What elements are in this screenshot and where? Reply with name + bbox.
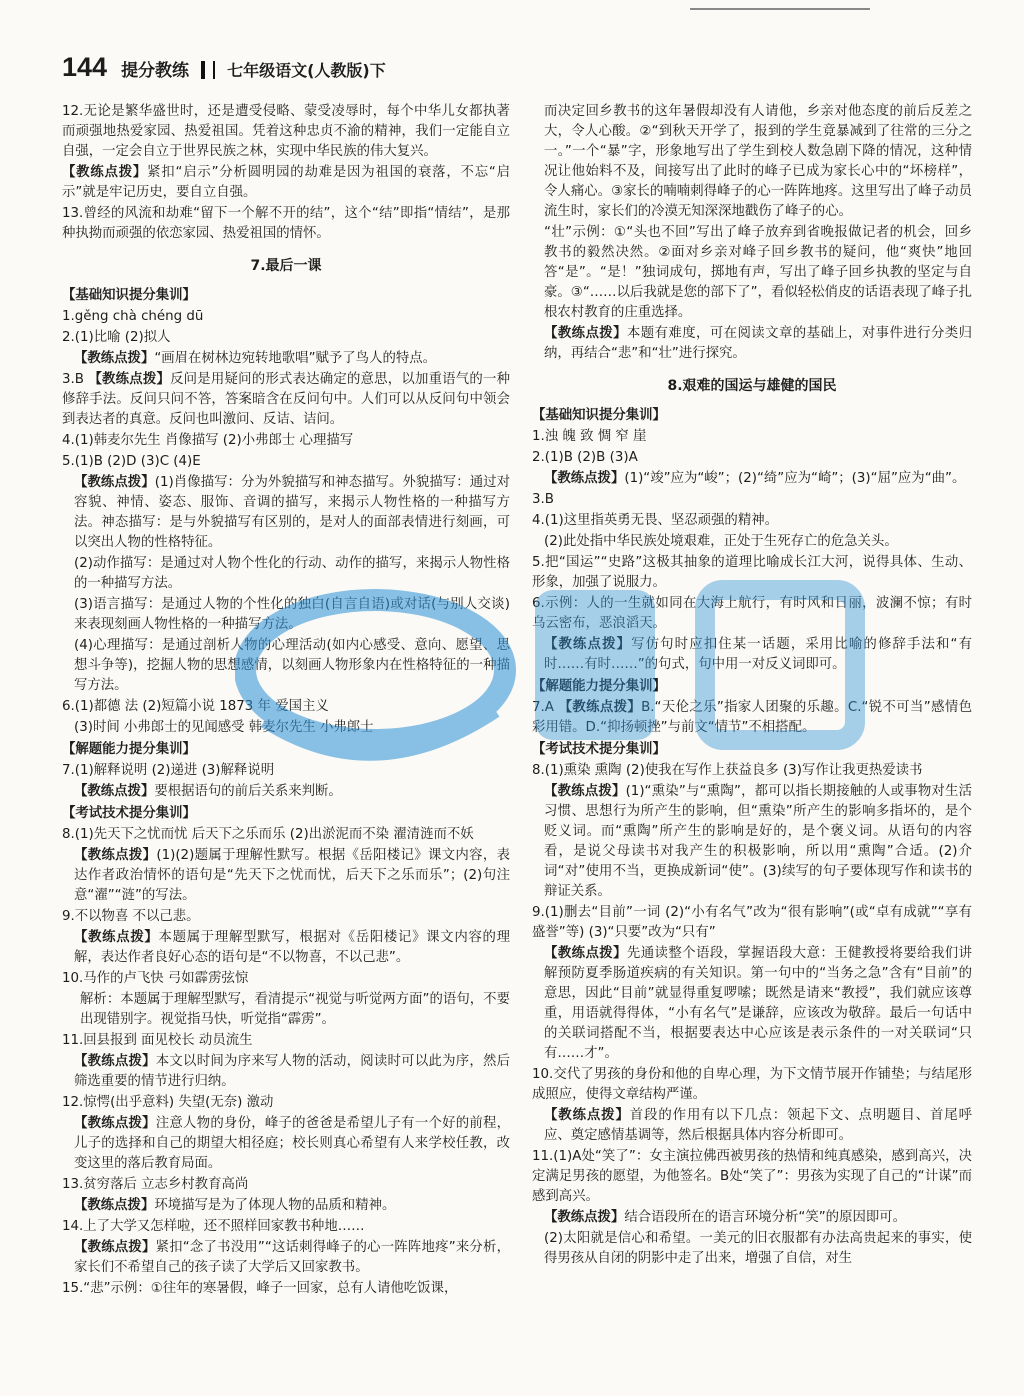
answer-paragraph bbox=[532, 782, 972, 902]
paragraph-text: 8.(1)先天下之忧而忧 后天下之乐而乐 (2)出淤泥而不染 濯清涟而不妖 bbox=[62, 827, 474, 842]
answer-paragraph bbox=[532, 532, 972, 552]
answer-paragraph bbox=[62, 907, 510, 927]
answer-paragraph bbox=[62, 718, 510, 738]
paragraph-text: 3.B bbox=[532, 492, 554, 507]
paragraph-text: “画眉在树林边宛转地歌唱”赋予了鸟人的特点。 bbox=[154, 351, 437, 366]
answer-paragraph bbox=[62, 1196, 510, 1216]
paragraph-text: 写仿句时应扣住某一话题，采用比喻的修辞手法和“有时……有时……”的句式，句中用一对反义词即可。 bbox=[544, 637, 973, 672]
answer-paragraph bbox=[532, 1208, 972, 1228]
answer-paragraph bbox=[62, 928, 510, 968]
paragraph-text: 2.(1)B (2)B (3)A bbox=[532, 450, 638, 465]
paragraph-text: 首段的作用有以下几点：领起下文、点明题目、首尾呼应、奠定感情基调等，然后根据具体内容分析即可。 bbox=[544, 1108, 972, 1143]
paragraph-text: 本题有难度，可在阅读文章的基础上，对事件进行分类归纳，再结合“悲”和“壮”进行探究。 bbox=[544, 326, 972, 361]
paragraph-text: 8.(1)熏染 熏陶 (2)使我在写作上获益良多 (3)写作让我更热爱读书 bbox=[532, 763, 923, 778]
answer-paragraph bbox=[62, 452, 510, 472]
coach-tip-label: 【教练点拨】 bbox=[88, 372, 171, 387]
paragraph-text: 13.曾经的风流和劫难“留下一个解不开的结”，这个“结”即指“情结”，是那种执拗而顽强的依恋家园、热爱祖国的情怀。 bbox=[62, 206, 510, 241]
paragraph-text: 9.(1)删去“目前”一词 (2)“小有名气”改为“很有影响”(或“卓有成就”“享有盛誉”等) (3)“只要”改为“只有” bbox=[532, 905, 972, 940]
top-edge-line bbox=[690, 0, 870, 10]
section-heading: 【解题能力提分集训】 bbox=[532, 679, 666, 694]
answer-paragraph bbox=[532, 490, 972, 510]
paragraph-text: 9.不以物喜 不以己悲。 bbox=[62, 909, 200, 924]
paragraph-text: 注意人物的身份，峰子的爸爸是希望儿子有一个好的前程，儿子的选择和自己的期望大相径庭；校长则真心希望有人来学校任教，改变这里的落后教育局面。 bbox=[74, 1116, 510, 1171]
answer-paragraph bbox=[62, 1031, 510, 1051]
paragraph-text: 7.(1)解释说明 (2)递进 (3)解释说明 bbox=[62, 763, 275, 778]
answer-paragraph bbox=[62, 1238, 510, 1278]
coach-tip-label: 【教练点拨】 bbox=[74, 351, 155, 366]
paragraph-text: (3)时间 小弗郎士的见闻感受 韩麦尔先生 小弗郎士 bbox=[74, 720, 374, 735]
answer-paragraph bbox=[532, 594, 972, 634]
paragraph-text: (3)语言描写：是通过人物的个性化的独白(自言自语)或对话(与别人交谈)来表现刻画人物性格的一种描写方法。 bbox=[74, 597, 510, 632]
series-title: 提分教练 bbox=[121, 61, 190, 81]
answer-paragraph bbox=[62, 204, 510, 244]
paragraph-text: 解析：本题属于理解型默写，看清提示“视觉与听觉两方面”的语句，不要出现错别字。视觉指马快，听觉指“霹雳”。 bbox=[80, 992, 510, 1027]
coach-tip-label: 【教练点拨】 bbox=[74, 1198, 155, 1213]
answer-paragraph bbox=[532, 223, 972, 323]
paragraph-text: 本题属于理解型默写，根据对《岳阳楼记》课文内容的理解，表达作者良好心态的语句是“不以物喜，不以己悲”。 bbox=[74, 930, 511, 965]
paragraph-text: 1.gěng chà chéng dū bbox=[62, 309, 204, 324]
answer-paragraph bbox=[62, 990, 510, 1030]
coach-tip-label: 【教练点拨】 bbox=[74, 784, 155, 799]
answer-paragraph bbox=[62, 102, 510, 162]
paragraph-text: 3.B bbox=[62, 372, 89, 387]
paragraph-text: “壮”示例：①“头也不回”写出了峰子放弃到省晚报做记者的机会，回乡教书的毅然决然。②面对乡亲对峰子回乡教书的疑问，他“爽快”地回答“是”。“是！”独词成句，掷地有声，写出了峰子回乡执教的坚定与自豪。③“……以后我就是您的部下了”，看似轻松俏皮的话语表现了峰子扎根农村教育的庄重选择。 bbox=[544, 225, 972, 320]
coach-tip-label: 【教练点拨】 bbox=[544, 471, 625, 486]
answer-paragraph bbox=[532, 469, 972, 489]
coach-tip-label: 【教练点拨】 bbox=[544, 637, 632, 652]
answer-paragraph bbox=[62, 163, 510, 203]
paragraph-text: B.“天伦之乐”指家人团聚的乐趣。C.“锐不可当”感情色彩用错。D.“抑扬顿挫”与前文“情节”不相搭配。 bbox=[532, 700, 973, 735]
paragraph-text: 4.(1)这里指英勇无畏、坚忍顽强的精神。 bbox=[532, 513, 778, 528]
answer-paragraph bbox=[62, 1114, 510, 1174]
answer-paragraph bbox=[532, 944, 972, 1064]
coach-tip-label: 【教练点拨】 bbox=[74, 1240, 156, 1255]
answer-paragraph bbox=[62, 1093, 510, 1113]
answer-paragraph bbox=[62, 782, 510, 802]
paragraph-text: 11.(1)A处“笑了”：女主演拉佛西被男孩的热情和纯真感染，感到高兴，决定满足男孩的愿望，为他签名。B处“笑了”：男孩为实现了自己的“计谋”而感到高兴。 bbox=[532, 1149, 972, 1204]
subject-title: 七年级语文(人教版)下 bbox=[227, 61, 386, 80]
section-heading: 【基础知识提分集训】 bbox=[62, 288, 196, 303]
answer-paragraph bbox=[532, 635, 972, 675]
coach-tip-label: 【教练点拨】 bbox=[544, 784, 626, 799]
answer-paragraph bbox=[532, 698, 972, 738]
coach-tip-label: 【教练点拨】 bbox=[558, 700, 642, 715]
section-heading: 【考试技术提分集训】 bbox=[62, 806, 196, 821]
answer-paragraph bbox=[532, 427, 972, 447]
section-heading: 【考试技术提分集训】 bbox=[532, 742, 666, 757]
answer-paragraph bbox=[532, 1106, 972, 1146]
paragraph-text: (2)动作描写：是通过对人物个性化的行动、动作的描写，来揭示人物性格的一种描写方法。 bbox=[74, 556, 510, 591]
lesson-title: 7.最后一课 bbox=[250, 258, 322, 274]
paragraph-text: 结合语段所在的语言环境分析“笑”的原因即可。 bbox=[624, 1210, 907, 1225]
paragraph-text: 要根据语句的前后关系来判断。 bbox=[154, 784, 342, 799]
answer-paragraph bbox=[532, 1147, 972, 1207]
paragraph-text: 反问是用疑问的形式表达确定的意思，以加重语气的一种修辞手法。反问只问不答，答案暗含在反问句中。人们可以从反问句中领会到表达者的真意。反问也叫激问、反诘、诘问。 bbox=[62, 372, 510, 427]
page-number: 144 bbox=[62, 52, 108, 82]
answer-paragraph bbox=[532, 553, 972, 593]
section-heading: 【基础知识提分集训】 bbox=[532, 408, 666, 423]
paragraph-text: 14.上了大学又怎样啦，还不照样回家教书种地…… bbox=[62, 1219, 365, 1234]
paragraph-text: 环境描写是为了体现人物的品质和精神。 bbox=[154, 1198, 396, 1213]
coach-tip-label: 【教练点拨】 bbox=[62, 165, 148, 180]
coach-tip-label: 【教练点拨】 bbox=[544, 326, 627, 341]
paragraph-text: (4)心理描写：是通过剖析人物的心理活动(如内心感受、意向、愿望、思想斗争等)，挖掘人物的思想感情，以刻画人物形象内在性格特征的一种描写方法。 bbox=[74, 638, 510, 693]
coach-tip-label: 【教练点拨】 bbox=[544, 1210, 625, 1225]
paragraph-text: 12.惊愕(出乎意料) 失望(无奈) 激动 bbox=[62, 1095, 274, 1110]
answer-paragraph bbox=[62, 307, 510, 327]
paragraph-text: (2)此处指中华民族处境艰难，正处于生死存亡的危急关头。 bbox=[544, 534, 898, 549]
paragraph-text: 先通读整个语段，掌握语段大意：王健教授将要给我们讲解预防夏季肠道疾病的有关知识。第一句中的“当务之急”含有“目前”的意思，因此“目前”就显得重复啰嗦；既然是请来“教授”，我们就应该尊重，用语就得得体，“小有名气”是谦辞，应该改为敬辞。最后一句话中的关联词搭配不当，根据要表达中心应该是表示条件的一对关联词“只有……才”。 bbox=[544, 946, 972, 1061]
paragraph-text: 紧扣“启示”分析圆明园的劫难是因为祖国的衰落，不忘“启示”就是牢记历史，要自立自强。 bbox=[62, 165, 511, 200]
paragraph-text: (1)(2)题属于理解性默写。根据《岳阳楼记》课文内容，表达作者政治情怀的语句是“先天下之忧而忧，后天下之乐而乐”；(2)句注意“濯”“涟”的写法。 bbox=[74, 848, 510, 903]
answer-paragraph bbox=[532, 511, 972, 531]
paragraph-text: 12.无论是繁华盛世时，还是遭受侵略、蒙受凌辱时，每个中华儿女都执著而顽强地热爱家园、热爱祖国。凭着这种忠贞不渝的精神，我们一定能自立自强，一定会自立于世界民族之林，实现中华民族的伟大复兴。 bbox=[62, 104, 510, 159]
answer-paragraph bbox=[532, 1229, 972, 1269]
section-heading: 【解题能力提分集训】 bbox=[62, 742, 196, 757]
paragraph-text: 本文以时间为序来写人物的活动，阅读时可以此为序，然后筛选重要的情节进行归纳。 bbox=[74, 1054, 510, 1089]
right-column bbox=[532, 102, 972, 1270]
paragraph-text: 10.马作的卢飞快 弓如霹雳弦惊 bbox=[62, 971, 249, 986]
paragraph-text: (1)“熏染”与“熏陶”，都可以指长期接触的人或事物对生活习惯、思想行为所产生的影响，但“熏染”所产生的影响多指坏的，是个贬义词。而“熏陶”所产生的影响是好的，是个褒义词。从语句的内容看，是说父母读书对我产生的积极影响，所以用“熏陶”合适。(2)介词“对”使用不当，更换成新词“使”。(3)续写的句子要体现写作和读书的辩证关系。 bbox=[544, 784, 973, 899]
answer-paragraph bbox=[62, 473, 510, 553]
paragraph-text: 6.示例：人的一生就如同在大海上航行，有时风和日丽，波澜不惊；有时乌云密布，恶浪滔天。 bbox=[532, 596, 972, 631]
answer-paragraph bbox=[62, 636, 510, 696]
paragraph-text: 而决定回乡教书的这年暑假却没有人请他，乡亲对他态度的前后反差之大，令人心酸。②“到秋天开学了，报到的学生竟暴减到了往常的三分之一。”一个“暴”字，形象地写出了学生到校人数急剧下降的情况，这种情况让他始料不及，间接写出了此时的峰子已成为家长心中的“坏榜样”，令人痛心。③家长的喃喃刺得峰子的心一阵阵地疼。这里写出了峰子动员流生时，家长们的冷漠无知深深地戳伤了峰子的心。 bbox=[544, 104, 972, 219]
paragraph-text: 15.“悲”示例：①往年的寒暑假，峰子一回家，总有人请他吃饭课， bbox=[62, 1281, 458, 1296]
answer-paragraph bbox=[62, 431, 510, 451]
paragraph-text: 紧扣“念了书没用”“这话刺得峰子的心一阵阵地疼”来分析，家长们不希望自己的孩子读了大学后又回家教书。 bbox=[74, 1240, 511, 1275]
paragraph-text: 10.交代了男孩的身份和他的自卑心理，为下文情节展开作铺垫；与结尾形成照应，使得文章结构严谨。 bbox=[532, 1067, 972, 1102]
answer-paragraph bbox=[532, 448, 972, 468]
answer-paragraph bbox=[532, 761, 972, 781]
answer-paragraph bbox=[62, 761, 510, 781]
answer-paragraph bbox=[62, 1279, 510, 1299]
answer-paragraph bbox=[532, 903, 972, 943]
coach-tip-label: 【教练点拨】 bbox=[74, 848, 157, 863]
answer-paragraph bbox=[62, 595, 510, 635]
coach-tip-label: 【教练点拨】 bbox=[544, 1108, 630, 1123]
paragraph-text: 7.A bbox=[532, 700, 559, 715]
left-column bbox=[62, 102, 510, 1300]
answer-paragraph bbox=[62, 969, 510, 989]
lesson-title: 8.艰难的国运与雄健的国民 bbox=[667, 378, 837, 394]
page-header bbox=[62, 52, 386, 86]
answer-paragraph bbox=[62, 328, 510, 348]
answer-paragraph bbox=[62, 1052, 510, 1092]
header-divider-icon bbox=[201, 61, 215, 79]
answer-paragraph bbox=[62, 349, 510, 369]
answer-paragraph bbox=[62, 1217, 510, 1237]
answer-paragraph bbox=[532, 1065, 972, 1105]
paragraph-text: (2)太阳就是信心和希望。一美元的旧衣服都有办法高贵起来的事实，使得男孩从自闭的阴影中走了出来，增强了自信，对生 bbox=[544, 1231, 972, 1266]
answer-paragraph bbox=[532, 102, 972, 222]
paragraph-text: 6.(1)都德 法 (2)短篇小说 1873 年 爱国主义 bbox=[62, 699, 329, 714]
answer-paragraph bbox=[532, 324, 972, 364]
paragraph-text: (1)肖像描写：分为外貌描写和神态描写。外貌描写：通过对容貌、神情、姿态、服饰、音调的描写，来揭示人物性格的一种描写方法。神态描写：是与外貌描写有区别的，是对人的面部表情进行刻画，可以突出人物的性格特征。 bbox=[74, 475, 511, 550]
paragraph-text: 13.贫穷落后 立志乡村教育高尚 bbox=[62, 1177, 249, 1192]
answer-paragraph bbox=[62, 825, 510, 845]
answer-paragraph bbox=[62, 554, 510, 594]
paragraph-text: 5.把“国运”“史路”这极其抽象的道理比喻成长江大河，说得具体、生动、形象，加强了说服力。 bbox=[532, 555, 972, 590]
answer-paragraph bbox=[62, 1175, 510, 1195]
paragraph-text: 4.(1)韩麦尔先生 肖像描写 (2)小弗郎士 心理描写 bbox=[62, 433, 354, 448]
paragraph-text: 11.回县报到 面见校长 动员流生 bbox=[62, 1033, 253, 1048]
coach-tip-label: 【教练点拨】 bbox=[544, 946, 627, 961]
answer-paragraph bbox=[62, 697, 510, 717]
coach-tip-label: 【教练点拨】 bbox=[74, 1054, 156, 1069]
coach-tip-label: 【教练点拨】 bbox=[74, 1116, 156, 1131]
answer-paragraph bbox=[62, 370, 510, 430]
paragraph-text: 5.(1)B (2)D (3)C (4)E bbox=[62, 454, 201, 469]
paragraph-text: 2.(1)比喻 (2)拟人 bbox=[62, 330, 171, 345]
answer-paragraph bbox=[62, 846, 510, 906]
paragraph-text: 1.浊 魄 致 惆 窄 崖 bbox=[532, 429, 647, 444]
paragraph-text: (1)“竣”应为“峻”；(2)“绮”应为“崎”；(3)“屈”应为“曲”。 bbox=[624, 471, 966, 486]
coach-tip-label: 【教练点拨】 bbox=[74, 475, 155, 490]
coach-tip-label: 【教练点拨】 bbox=[74, 930, 159, 945]
